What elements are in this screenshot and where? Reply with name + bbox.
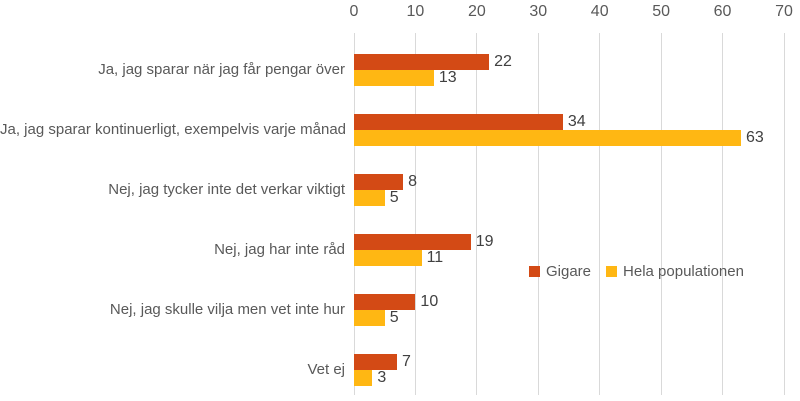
category-label: Nej, jag tycker inte det verkar viktigt <box>108 181 345 198</box>
legend-swatch-icon <box>606 266 617 277</box>
legend-item <box>606 263 744 280</box>
gridline <box>599 33 600 395</box>
legend <box>529 263 744 280</box>
bar-gigare <box>354 234 471 250</box>
x-tick-label: 50 <box>652 3 671 20</box>
value-label: 22 <box>494 53 512 70</box>
value-label: 7 <box>402 353 411 370</box>
bar-hela-populationen <box>354 250 422 266</box>
bar-gigare <box>354 294 415 310</box>
value-label: 63 <box>746 129 764 146</box>
category-label: Nej, jag har inte råd <box>214 241 345 258</box>
gridline <box>784 33 785 395</box>
value-label: 13 <box>438 69 457 86</box>
bar-gigare <box>354 354 397 370</box>
value-label: 5 <box>389 309 399 326</box>
value-label: 3 <box>377 369 387 386</box>
value-label: 5 <box>389 189 399 206</box>
bar-hela-populationen <box>354 190 385 206</box>
bar-hela-populationen <box>354 70 434 86</box>
category-label: Ja, jag sparar när jag får pengar över <box>98 61 345 78</box>
x-tick-label: 0 <box>349 3 359 20</box>
value-label: 11 <box>426 249 444 266</box>
gridline <box>661 33 662 395</box>
value-label: 10 <box>420 293 439 310</box>
value-label: 34 <box>567 113 586 130</box>
x-tick-label: 40 <box>590 3 609 20</box>
category-label: Nej, jag skulle vilja men vet inte hur <box>109 301 345 318</box>
bar-gigare <box>354 114 563 130</box>
gridline <box>722 33 723 395</box>
x-tick-label: 10 <box>406 3 425 20</box>
bar-gigare <box>354 174 403 190</box>
bar-hela-populationen <box>354 130 741 146</box>
bar-hela-populationen <box>354 370 372 386</box>
gridline <box>354 33 355 395</box>
gridline <box>415 33 416 395</box>
x-tick-label: 70 <box>775 3 793 20</box>
gridline <box>476 33 477 395</box>
value-label: 19 <box>475 233 494 250</box>
category-label: Vet ej <box>307 361 345 378</box>
value-label: 8 <box>408 173 418 190</box>
legend-label: Gigare <box>546 263 592 280</box>
x-tick-label: 30 <box>529 3 548 20</box>
gridline <box>538 33 539 395</box>
category-label: Ja, jag sparar kontinuerligt, exempelvis varje månad <box>0 121 347 138</box>
x-tick-label: 20 <box>467 3 486 20</box>
legend-swatch-icon <box>529 266 540 277</box>
bar-gigare <box>354 54 489 70</box>
x-tick-label: 60 <box>713 3 732 20</box>
legend-label: Hela populationen <box>623 263 744 280</box>
bar-hela-populationen <box>354 310 385 326</box>
legend-item <box>529 263 591 280</box>
